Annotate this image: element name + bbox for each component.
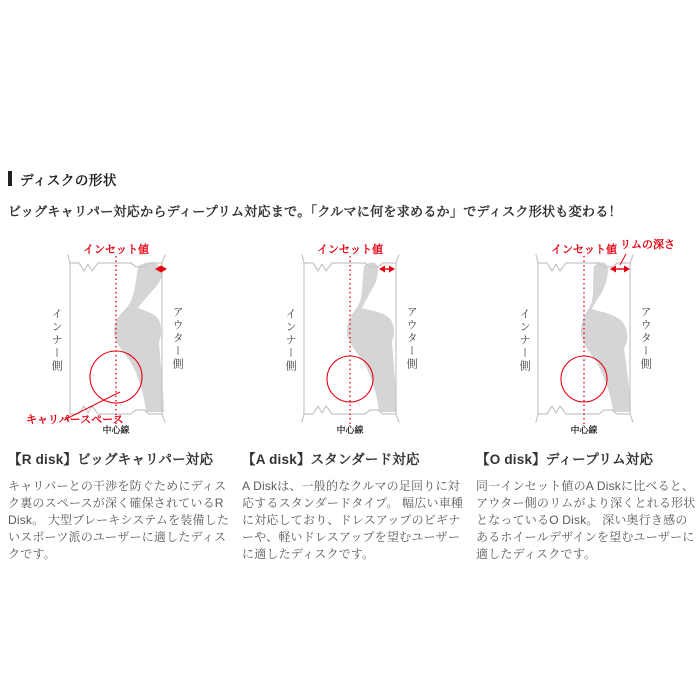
- outer-side-label: アウター側: [405, 306, 418, 371]
- section-title: ディスクの形状: [20, 172, 117, 188]
- wheel-cross-section-r: [8, 242, 230, 440]
- wheel-diagram-a: [242, 242, 464, 440]
- disk-heading-o: 【O disk】ディープリム対応: [476, 452, 654, 467]
- center-line-label: 中心線: [102, 425, 130, 435]
- wheel-diagram-r: [8, 242, 230, 440]
- disk-description-r: キャリパーとの干渉を防ぐためにディスク裏のスペースが深く確保されているR Disk。 大型ブレーキシステムを装備したいスポーツ派のユーザーに適したディスクです。: [8, 479, 230, 562]
- disk-spoke-shape: [347, 263, 397, 412]
- inset-value-label: インセット値: [317, 244, 383, 256]
- section-title-bar: [8, 171, 12, 186]
- caliper-space-label: キャリパースペース: [26, 414, 124, 426]
- wheel-cross-section-a: [242, 242, 464, 440]
- disk-column-a: [242, 242, 464, 563]
- caliper-space-circle: [90, 351, 142, 403]
- disk-column-r: [8, 242, 230, 563]
- section-header: [8, 170, 692, 187]
- intro-text: ビッグキャリパー対応からディープリム対応まで。「クルマに何を求めるか」でディスク形状も変わる！: [8, 204, 622, 219]
- disk-column-o: [476, 239, 698, 563]
- outer-side-label: アウター側: [171, 306, 184, 371]
- inner-side-label: インナー側: [518, 308, 531, 373]
- inset-value-label: インセット値: [83, 244, 149, 256]
- inset-arrow: [379, 266, 395, 273]
- inner-side-label: インナー側: [284, 308, 297, 373]
- inner-side-label: インナー側: [50, 308, 63, 373]
- inset-value-label: インセット値: [551, 244, 617, 256]
- center-line-label: 中心線: [570, 425, 598, 435]
- outer-side-label: アウター側: [639, 306, 652, 371]
- disk-heading-a: 【A disk】スタンダード対応: [242, 452, 420, 467]
- center-line-label: 中心線: [336, 425, 364, 435]
- disk-description-o: 同一インセット値のA Diskに比べると、アウター側のリムがより深くとれる形状となっているO Disk。 深い奥行き感のあるホイールデザインを望むユーザーに適したディスクです。: [476, 479, 696, 562]
- disk-heading-r: 【R disk】ビッグキャリパー対応: [8, 452, 214, 467]
- wheel-cross-section-o: [476, 242, 698, 440]
- disk-columns: [8, 239, 696, 563]
- disk-description-a: A Diskは、一般的なクルマの足回りに対応するスタンダードタイプ。 幅広い車種に対応しており、ドレスアップのビギナーや、軽いドレスアップを望むユーザーに適したディスクです。: [242, 479, 464, 562]
- disk-spoke-shape: [581, 263, 631, 412]
- wheel-diagram-o: [476, 239, 698, 440]
- rim-depth-label: リムの深さ: [620, 239, 675, 251]
